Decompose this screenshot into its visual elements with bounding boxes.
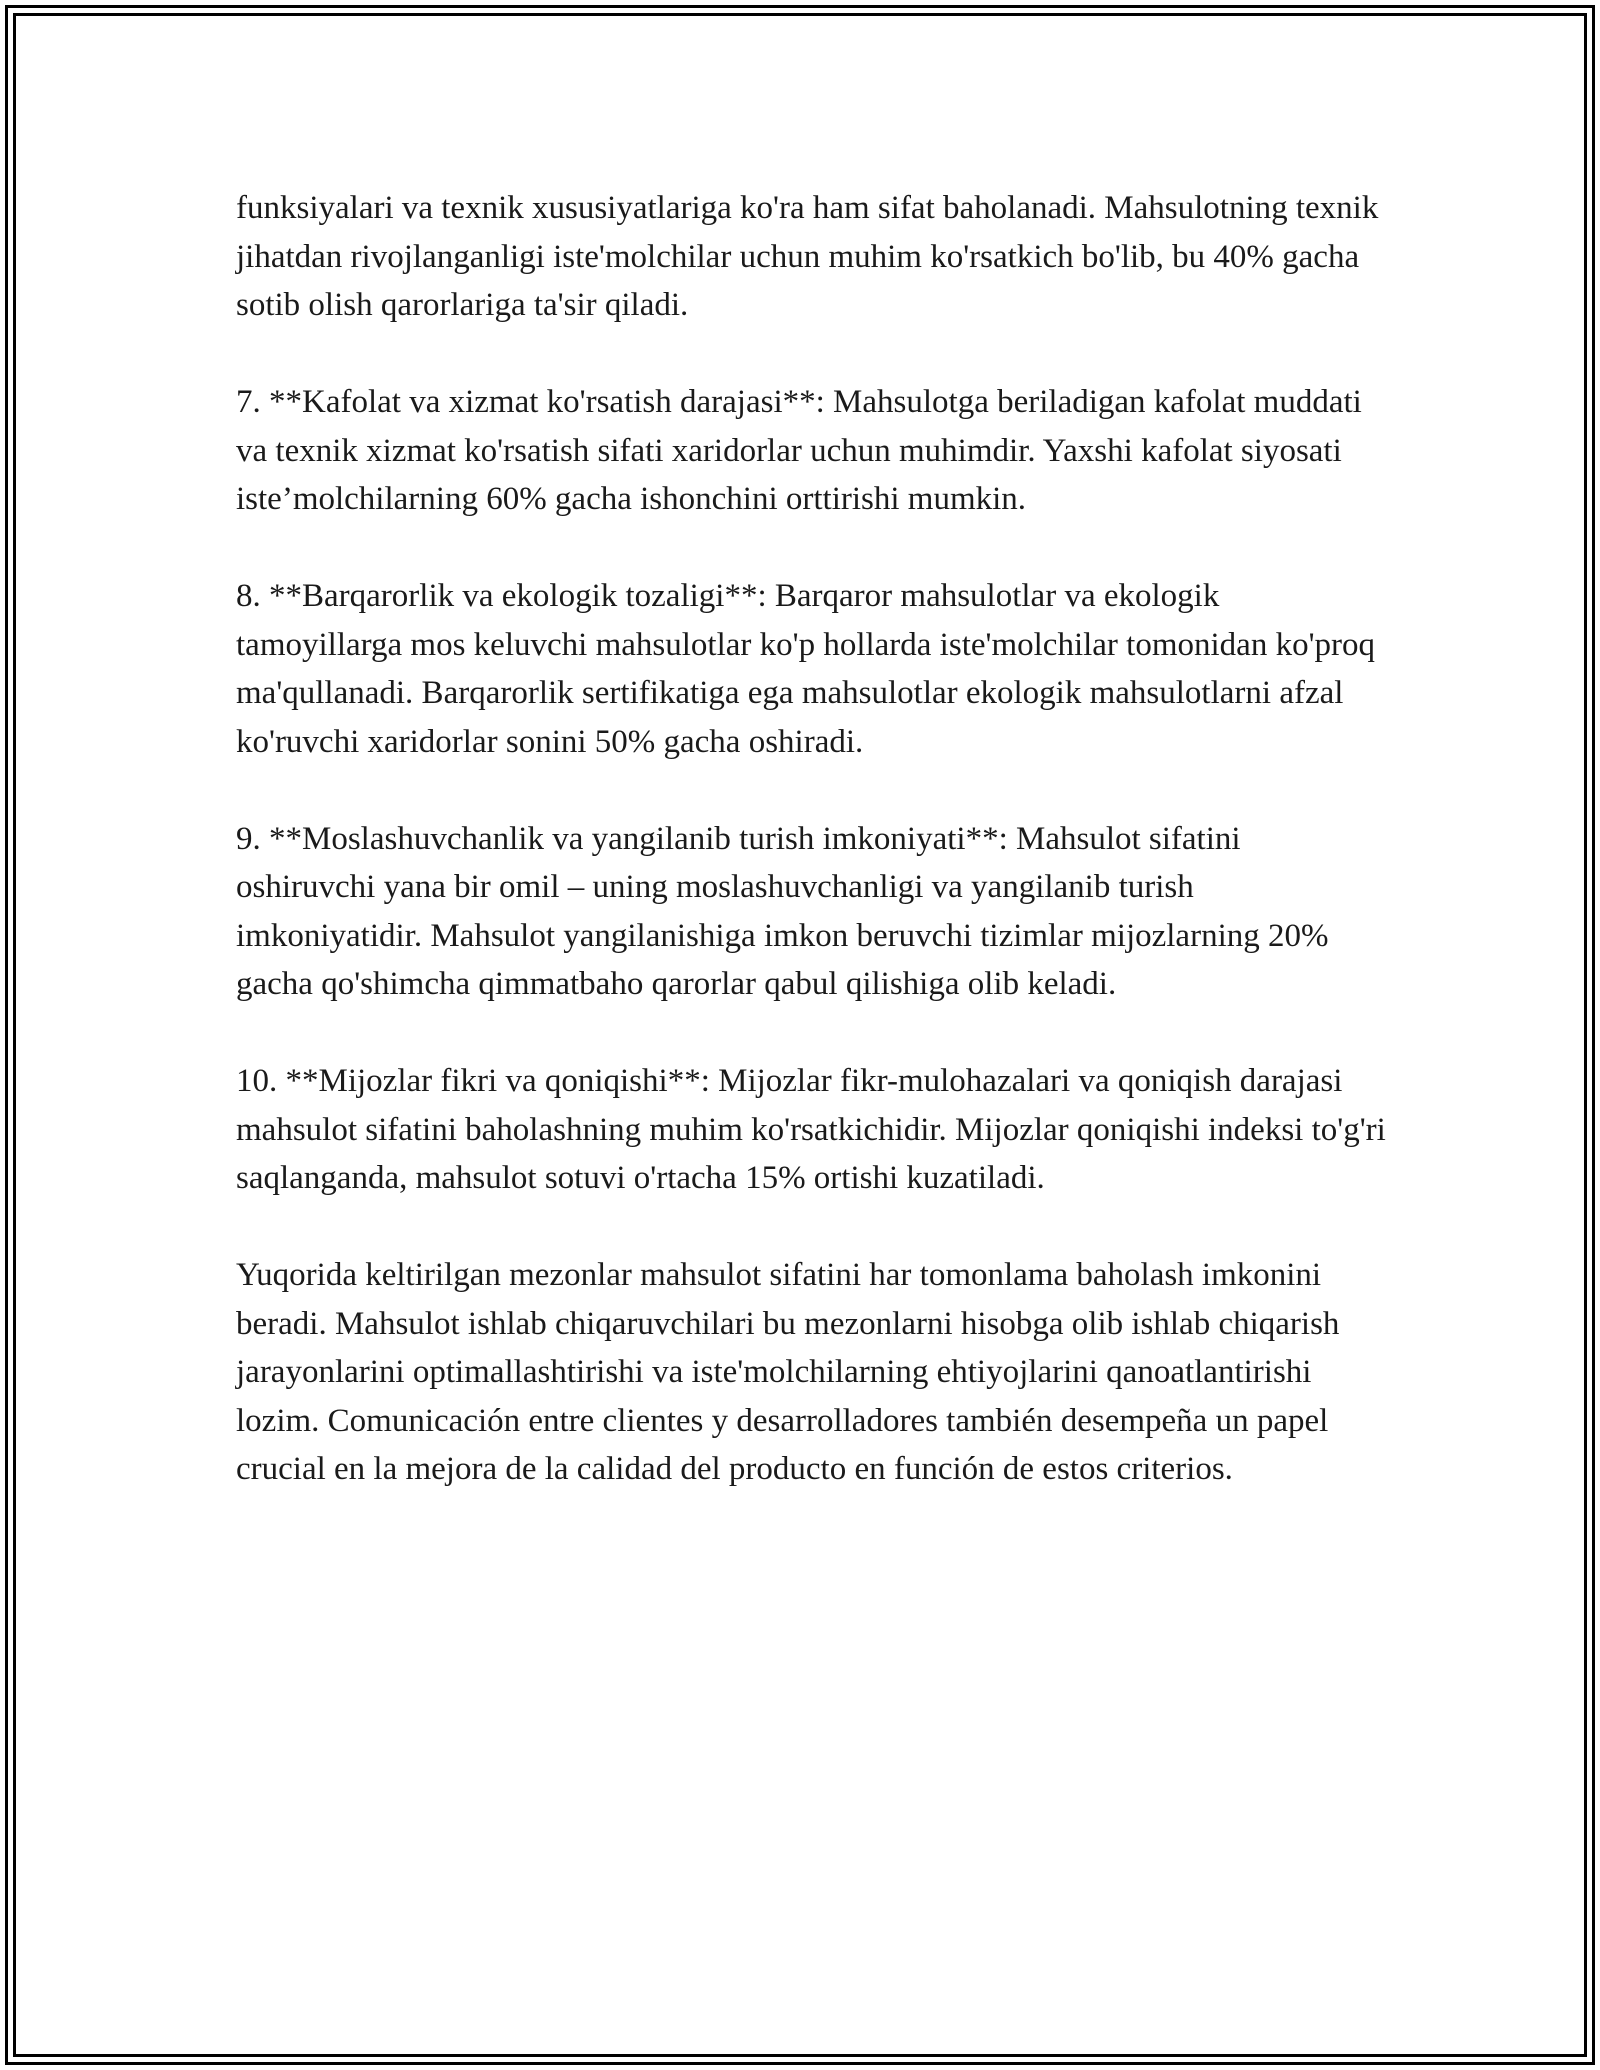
paragraph-item-9-flexibility: 9. **Moslashuvchanlik va yangilanib turish imkoniyati**: Mahsulot sifatini oshiruvchi yana bir omil – uning moslashuvchanligi va yangilanib turish imkoniyatidir. Mahsulot yangilanishiga imkon beruvchi tizimlar mijozlarning 20% gacha qo'shimcha qimmatbaho qarorlar qabul qilishiga olib keladi. bbox=[236, 820, 1329, 1002]
document-body bbox=[236, 184, 1386, 1542]
paragraph-item-10-customer-feedback: 10. **Mijozlar fikri va qoniqishi**: Mijozlar fikr-mulohazalari va qoniqish darajasi mahsulot sifatini baholashning muhim ko'rsatkichidir. Mijozlar qoniqishi indeksi to'g'ri saqlanganda, mahsulot sotuvi o'rtacha 15% ortishi kuzatiladi. bbox=[236, 1063, 1386, 1196]
paragraph-item-8-sustainability: 8. **Barqarorlik va ekologik tozaligi**: Barqaror mahsulotlar va ekologik tamoyillarga mos keluvchi mahsulotlar ko'p hollarda iste'molchilar tomonidan ko'proq ma'qullanadi. Barqarorlik sertifikatiga ega mahsulotlar ekologik mahsulotlarni afzal ko'ruvchi xaridorlar sonini 50% gacha oshiradi. bbox=[236, 578, 1375, 760]
paragraph-item-7-warranty: 7. **Kafolat va xizmat ko'rsatish darajasi**: Mahsulotga beriladigan kafolat muddati va texnik xizmat ko'rsatish sifati xaridorlar uchun muhimdir. Yaxshi kafolat siyosati iste’molchilarning 60% gacha ishonchini orttirishi mumkin. bbox=[236, 384, 1362, 517]
paragraph-intro-continuation: funksiyalari va texnik xususiyatlariga ko'ra ham sifat baholanadi. Mahsulotning texnik jihatdan rivojlanganligi iste'molchilar uchun muhim ko'rsatkich bo'lib, bu 40% gacha sotib olish qarorlariga ta'sir qiladi. bbox=[236, 190, 1379, 323]
paragraph-conclusion: Yuqorida keltirilgan mezonlar mahsulot sifatini har tomonlama baholash imkonini beradi. Mahsulot ishlab chiqaruvchilari bu mezonlarni hisobga olib ishlab chiqarish jarayonlarini optimallashtirishi va iste'molchilarning ehtiyojlarini qanoatlantirishi lozim. Comunicación entre clientes y desarrolladores también desempeña un papel crucial en la mejora de la calidad del producto en función de estos criterios. bbox=[236, 1257, 1340, 1487]
